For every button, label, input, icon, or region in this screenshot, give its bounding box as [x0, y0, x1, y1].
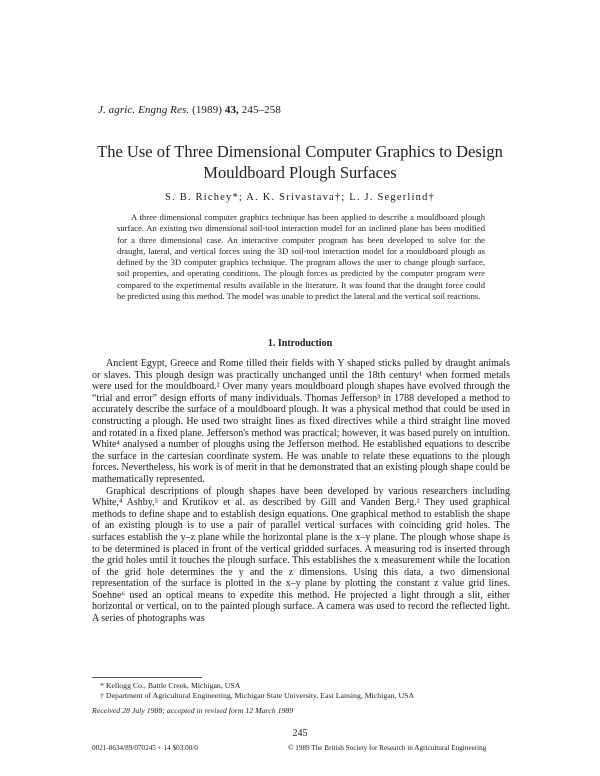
copyright-notice: © 1989 The British Society for Research in Agricultural Engineering [288, 744, 487, 752]
journal-year: (1989) [192, 104, 222, 116]
footnotes [100, 681, 510, 700]
paragraph: Ancient Egypt, Greece and Rome tilled their fields with Y shaped sticks pulled by draught animals or slaves. This plough design was practically unchanged until the 18th century¹ when formed metals were used for the mouldboard.² Over many years mouldboard plough shapes have evolved through the “trial and error” design efforts of many individuals. Thomas Jefferson³ in 1788 developed a method to accurately describe the surface of a mouldboard plough. It was a physical method that could be used in constructing a plough. He used two straight lines as fixed directives while a third straight line moved and rotated in a fixed plane. Jefferson's method was practical; however, it was based purely on intuition. White⁴ analysed a number of ploughs using the Jefferson method. He established equations to describe the surface in the cartesian coordinate system. He was unable to relate these equations to the plough forces. Nevertheless, his work is of merit in that he demonstrated that an existing plough shape could be mathematically represented. [92, 358, 510, 485]
section-heading: 1. Introduction [267, 338, 333, 349]
journal-reference [98, 104, 281, 116]
title-line-1: The Use of Three Dimensional Computer Graphics to Design [97, 142, 503, 161]
footnote-divider [92, 677, 202, 678]
journal-volume: 43, [224, 104, 239, 116]
paragraph: Graphical descriptions of plough shapes have been developed by various researchers including White,⁴ Ashby,⁵ and Krutikov et al. as described by Gill and Vanden Berg.² They used graphical methods to define shape and to establish design equations. One graphical method to establish the shape of an existing plough is to use a pair of parallel vertical surfaces with coinciding grid holes. The surfaces establish the y–z plane while the horizontal plane is the x–y plane. The plough whose shape is to be determined is placed in front of the vertical gridded surfaces. A measuring rod is inserted through the grid holes until it touches the plough surface. This establishes the x measurement while the location of the grid hole determines the y and the z dimensions. Using this data, a two dimensional representation of the surface is plotted in the x–y plane by plotting the constant z value grid lines. Soehne⁶ used an optical means to expedite this method. He projected a light through a slit, either horizontal or vertical, on to the painted plough surface. A camera was used to record the reflected light. A series of photographs was [92, 485, 510, 625]
journal-abbr: J. agric. Engng Res. [98, 104, 190, 116]
article-code: 0021-8634/89/070245 + 14 $03.00/0 [92, 744, 198, 752]
received-date: Received 28 July 1988; accepted in revised form 12 March 1989 [92, 706, 294, 715]
page-number: 245 [292, 728, 308, 739]
footnote: * Kellogg Co., Battle Creek, Michigan, USA [100, 681, 241, 690]
footnote: † Department of Agricultural Engineering, Michigan State University, East Lansing, Michigan, USA [100, 690, 415, 700]
journal-pages: 245–258 [241, 104, 281, 116]
paper-title [90, 141, 510, 183]
authors: S. B. Richey*; A. K. Srivastava†; L. J. Segerlind† [165, 192, 435, 203]
body-text [92, 358, 510, 625]
title-line-2: Mouldboard Plough Surfaces [203, 163, 397, 182]
abstract: A three dimensional computer graphics technique has been applied to describe a mouldboard plough surface. An existing two dimensional soil-tool interaction model for an inclined plane has been modified for a three dimensional case. An interactive computer program has been developed to solve for the draught, lateral, and vertical forces using the 3D soil-tool interaction model for a mouldboard plough as defined by the 3D computer graphics technique. The program allows the user to change plough surface, soil properties, and operating conditions. The plough forces as predicted by the computer program were compared to the experimental results available in the literature. It was found that the draught force could be predicted using this method. The model was unable to predict the lateral and the vertical soil reactions. [117, 212, 485, 302]
